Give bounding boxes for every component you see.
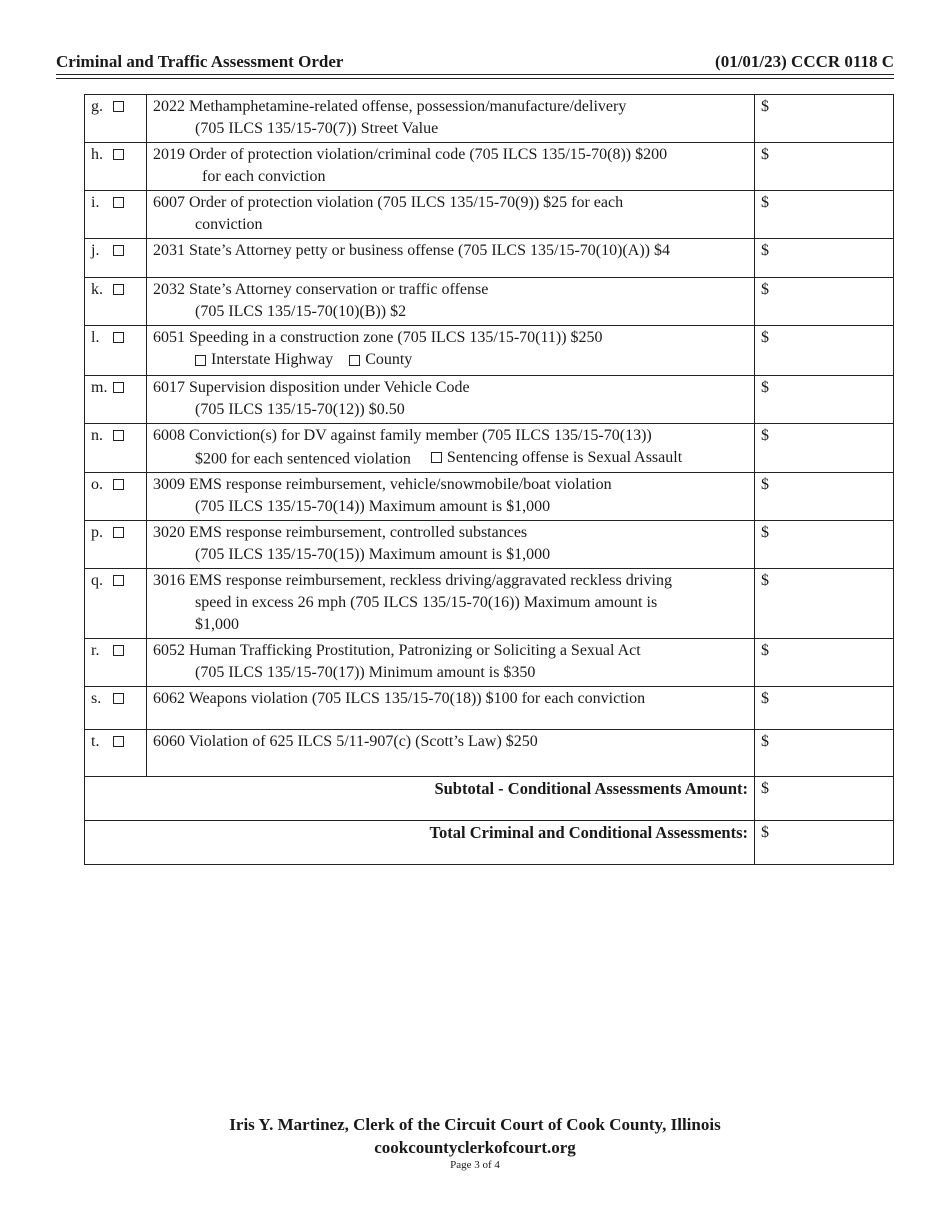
row-checkbox[interactable] <box>113 382 124 393</box>
option-checkbox[interactable] <box>349 355 360 366</box>
page-number: Page 3 of 4 <box>450 1159 500 1171</box>
row-letter-cell <box>85 326 147 376</box>
description-line <box>153 240 748 262</box>
row-amount-field[interactable]: $ <box>755 95 894 143</box>
row-letter: g. <box>91 98 103 115</box>
assessment-row <box>85 521 894 569</box>
description-text: for each conviction <box>202 168 326 185</box>
assessment-row <box>85 191 894 239</box>
row-amount-field[interactable]: $ <box>755 569 894 639</box>
row-letter-cell <box>85 239 147 278</box>
row-amount-field[interactable]: $ <box>755 687 894 730</box>
zone-option[interactable] <box>195 349 333 371</box>
form-title: Criminal and Traffic Assessment Order <box>56 52 344 71</box>
row-checkbox[interactable] <box>113 332 124 343</box>
assessment-row <box>85 326 894 376</box>
option-label: County <box>365 351 413 368</box>
description-line <box>153 474 748 496</box>
assessment-row <box>85 375 894 423</box>
row-letter: p. <box>91 524 103 541</box>
assessment-row <box>85 639 894 687</box>
description-line <box>153 425 748 447</box>
row-amount-field[interactable]: $ <box>755 730 894 777</box>
row-letter: o. <box>91 476 103 493</box>
zone-options <box>153 349 748 373</box>
description-line <box>153 614 748 636</box>
page-header <box>56 52 894 72</box>
row-description <box>147 521 755 569</box>
row-letter: t. <box>91 733 100 750</box>
description-line <box>153 731 748 753</box>
row-checkbox[interactable] <box>113 479 124 490</box>
description-text: 3016 EMS response reimbursement, reckless driving/aggravated reckless driving <box>153 572 672 589</box>
description-line <box>153 688 748 710</box>
row-checkbox[interactable] <box>113 245 124 256</box>
row-checkbox[interactable] <box>113 736 124 747</box>
row-description <box>147 473 755 521</box>
row-letter-cell <box>85 143 147 191</box>
description-text: 6060 Violation of 625 ILCS 5/11-907(c) (Scott’s Law) $250 <box>153 733 538 750</box>
row-description <box>147 326 755 376</box>
row-checkbox[interactable] <box>113 527 124 538</box>
row-letter-cell <box>85 687 147 730</box>
description-text: $1,000 <box>195 616 239 633</box>
description-line <box>153 544 748 566</box>
row-letter-cell <box>85 521 147 569</box>
row-letter-cell <box>85 95 147 143</box>
description-line <box>153 522 748 544</box>
conditional-assessments-table <box>84 94 894 865</box>
row-letter: n. <box>91 426 103 444</box>
description-line <box>153 399 748 421</box>
description-line <box>153 327 748 349</box>
row-checkbox[interactable] <box>113 101 124 112</box>
subtotal-row <box>85 777 894 821</box>
description-text: (705 ILCS 135/15-70(14)) Maximum amount is $1,000 <box>195 498 551 515</box>
description-line <box>153 214 748 236</box>
assessment-row <box>85 278 894 326</box>
description-text: 2022 Methamphetamine-related offense, possession/manufacture/delivery <box>153 98 627 115</box>
description-text: conviction <box>195 216 263 233</box>
assessment-row <box>85 473 894 521</box>
description-line <box>153 192 748 214</box>
clerk-website: cookcountyclerkofcourt.org <box>374 1138 576 1157</box>
row-amount-field[interactable]: $ <box>755 143 894 191</box>
description-line <box>153 592 748 614</box>
row-amount-field[interactable]: $ <box>755 191 894 239</box>
row-checkbox[interactable] <box>113 284 124 295</box>
description-text: (705 ILCS 135/15-70(12)) $0.50 <box>195 400 405 418</box>
row-letter-cell <box>85 473 147 521</box>
row-amount-field[interactable]: $ <box>755 639 894 687</box>
subtotal-label: Subtotal - Conditional Assessments Amount: <box>85 777 755 821</box>
row-letter-cell <box>85 569 147 639</box>
description-line <box>153 662 748 684</box>
description-line <box>153 447 748 471</box>
description-text: 3020 EMS response reimbursement, controlled substances <box>153 524 528 541</box>
option-checkbox[interactable] <box>431 452 442 463</box>
row-checkbox[interactable] <box>113 197 124 208</box>
assessment-row <box>85 95 894 143</box>
row-amount-field[interactable]: $ <box>755 521 894 569</box>
row-letter: k. <box>91 281 103 298</box>
row-description <box>147 423 755 473</box>
total-amount-field[interactable]: $ <box>755 821 894 865</box>
row-letter: m. <box>91 378 108 396</box>
description-text: 6008 Conviction(s) for DV against family member (705 ILCS 135/15-70(13)) <box>153 426 652 444</box>
assessment-row <box>85 687 894 730</box>
description-text: speed in excess 26 mph (705 ILCS 135/15-70(16)) Maximum amount is <box>195 594 658 611</box>
row-checkbox[interactable] <box>113 575 124 586</box>
description-text: 6062 Weapons violation (705 ILCS 135/15-70(18)) $100 for each conviction <box>153 690 646 707</box>
row-letter-cell <box>85 423 147 473</box>
row-letter-cell <box>85 191 147 239</box>
row-letter-cell <box>85 639 147 687</box>
assessment-row <box>85 143 894 191</box>
option-checkbox[interactable] <box>195 355 206 366</box>
row-description <box>147 239 755 278</box>
row-checkbox[interactable] <box>113 693 124 704</box>
row-amount-field[interactable]: $ <box>755 423 894 473</box>
assessment-row <box>85 730 894 777</box>
row-description <box>147 375 755 423</box>
row-letter-cell <box>85 375 147 423</box>
description-text: 6017 Supervision disposition under Vehicle Code <box>153 378 470 396</box>
row-amount-field[interactable]: $ <box>755 375 894 423</box>
description-text: 2031 State’s Attorney petty or business offense (705 ILCS 135/15-70(10)(A)) $4 <box>153 242 670 259</box>
row-amount-field[interactable]: $ <box>755 239 894 278</box>
row-description <box>147 143 755 191</box>
row-amount-field[interactable]: $ <box>755 278 894 326</box>
description-line <box>153 640 748 662</box>
description-line <box>153 166 748 188</box>
assessment-row <box>85 239 894 278</box>
row-description <box>147 687 755 730</box>
row-letter: s. <box>91 690 102 707</box>
row-letter: i. <box>91 194 100 211</box>
clerk-name: Iris Y. Martinez, Clerk of the Circuit Court of Cook County, Illinois <box>229 1115 721 1134</box>
description-text: (705 ILCS 135/15-70(10)(B)) $2 <box>195 303 407 320</box>
description-text: (705 ILCS 135/15-70(7)) Street Value <box>195 120 439 137</box>
description-line <box>153 118 748 140</box>
row-letter-cell <box>85 278 147 326</box>
description-line <box>153 377 748 399</box>
description-line <box>153 279 748 301</box>
option-label: Interstate Highway <box>211 351 334 368</box>
description-text: (705 ILCS 135/15-70(15)) Maximum amount is $1,000 <box>195 546 551 563</box>
row-letter: q. <box>91 572 103 589</box>
description-text: 6052 Human Trafficking Prostitution, Patronizing or Soliciting a Sexual Act <box>153 642 641 659</box>
description-text: (705 ILCS 135/15-70(17)) Minimum amount is $350 <box>195 664 536 681</box>
row-letter: j. <box>91 242 100 259</box>
row-letter: l. <box>91 329 100 346</box>
header-rule-secondary <box>56 78 894 79</box>
description-text: 2019 Order of protection violation/criminal code (705 ILCS 135/15-70(8)) $200 <box>153 146 668 163</box>
row-description <box>147 278 755 326</box>
form-code: (01/01/23) CCCR 0118 C <box>715 52 894 71</box>
description-line <box>153 144 748 166</box>
row-checkbox[interactable] <box>113 430 124 441</box>
description-line <box>153 570 748 592</box>
row-letter: h. <box>91 146 103 163</box>
row-checkbox[interactable] <box>113 149 124 160</box>
total-row <box>85 821 894 865</box>
zone-option[interactable] <box>349 349 412 371</box>
description-text: $200 for each sentenced violation <box>195 450 411 467</box>
subtotal-amount-field[interactable]: $ <box>755 777 894 821</box>
row-description <box>147 95 755 143</box>
total-label: Total Criminal and Conditional Assessments: <box>85 821 755 865</box>
assessment-row <box>85 423 894 473</box>
row-letter: r. <box>91 642 100 659</box>
row-description <box>147 569 755 639</box>
row-description <box>147 191 755 239</box>
description-text: 6051 Speeding in a construction zone (705 ILCS 135/15-70(11)) $250 <box>153 329 603 346</box>
row-letter-cell <box>85 730 147 777</box>
header-rule <box>56 74 894 75</box>
description-line <box>153 96 748 118</box>
description-line <box>153 496 748 518</box>
description-text: 2032 State’s Attorney conservation or traffic offense <box>153 281 489 298</box>
description-text: 6007 Order of protection violation (705 ILCS 135/15-70(9)) $25 for each <box>153 194 624 211</box>
row-description <box>147 639 755 687</box>
row-amount-field[interactable]: $ <box>755 326 894 376</box>
row-amount-field[interactable]: $ <box>755 473 894 521</box>
sexual-assault-option[interactable] <box>431 447 682 469</box>
option-label: Sentencing offense is Sexual Assault <box>446 448 683 466</box>
assessment-row <box>85 569 894 639</box>
row-checkbox[interactable] <box>113 645 124 656</box>
description-text: 3009 EMS response reimbursement, vehicle/snowmobile/boat violation <box>153 476 612 493</box>
page-footer <box>0 1113 950 1172</box>
description-line <box>153 301 748 323</box>
row-description <box>147 730 755 777</box>
